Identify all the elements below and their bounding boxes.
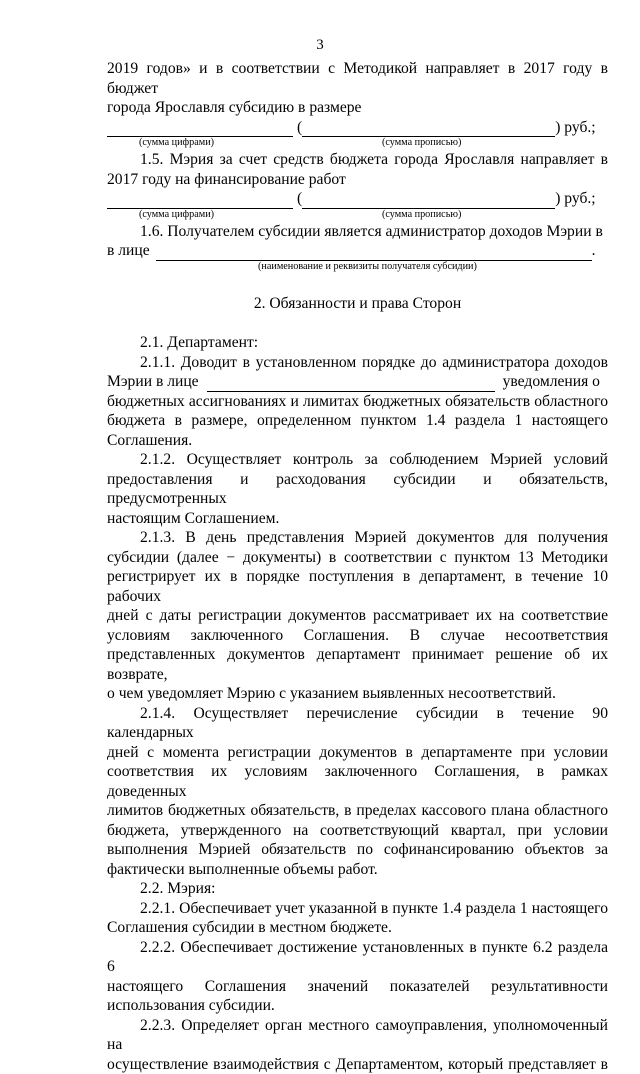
caption-line (107, 261, 608, 274)
text-line: бюджетных ассигнованиях и лимитах бюджетных обязательств областного (107, 392, 608, 412)
text-line: Соглашения. (107, 431, 608, 451)
text-line: 1.6. Получателем субсидии является администратор доходов Мэрии в (107, 222, 608, 242)
amount-words-blank (302, 194, 555, 209)
text-line: 1.5. Мэрия за счет средств бюджета города Ярославля направляет в (107, 150, 608, 170)
caption-words: (сумма прописью) (382, 136, 461, 149)
text-line: фактически выполненные объемы работ. (107, 860, 608, 880)
text-line: 2.2.1. Обеспечивает учет указанной в пункте 1.4 раздела 1 настоящего (107, 899, 608, 919)
caption-line (107, 137, 608, 150)
text-line: лимитов бюджетных обязательств, в пределах кассового плана областного (107, 801, 608, 821)
text-line: осуществление взаимодействия с Департаментом, который представляет в (107, 1055, 608, 1074)
representative-line: Мэрии в лице уведомления о (107, 372, 608, 392)
text-line: 2.1.1. Доводит в установленном порядке до администратора доходов (107, 353, 608, 373)
text-line: города Ярославля субсидию в размере (107, 98, 608, 118)
text-line: бюджета в размере, определенном пунктом 1.4 раздела 1 настоящего (107, 411, 608, 431)
text-line: 2.2.3. Определяет орган местного самоуправления, уполномоченный на (107, 1016, 608, 1055)
document-body (107, 59, 608, 1074)
caption-words: (сумма прописью) (382, 208, 461, 221)
text-line: бюджета, утвержденного на соответствующий квартал, при условии (107, 821, 608, 841)
text-line: предоставления и расходования субсидии и обязательств, предусмотренных (107, 470, 608, 509)
currency-label: ) руб.; (555, 189, 595, 209)
text-line: представленных документов департамент принимает решение об их возврате, (107, 645, 608, 684)
text-line: использования субсидии. (107, 996, 608, 1016)
caption-recipient: (наименование и реквизиты получателя субсидии) (258, 260, 477, 273)
caption-line (107, 209, 608, 222)
text-line: 2.2.2. Обеспечивает достижение установленных в пункте 6.2 раздела 6 (107, 938, 608, 977)
text-line: 2.1.2. Осуществляет контроль за соблюдением Мэрией условий (107, 450, 608, 470)
text-line: 2.1.3. В день представления Мэрией документов для получения (107, 528, 608, 548)
recipient-blank (156, 246, 592, 261)
amount-words-blank (302, 122, 555, 137)
text-line: Соглашения субсидии в местном бюджете. (107, 918, 608, 938)
text-line: 2.2. Мэрия: (107, 879, 608, 899)
text-line: дней с даты регистрации документов рассматривает их на соответствие (107, 606, 608, 626)
text-line: 2019 годов» и в соответствии с Методикой направляет в 2017 году в бюджет (107, 59, 608, 98)
page-number: 3 (0, 36, 640, 56)
caption-digits: (сумма цифрами) (139, 136, 214, 149)
amount-line: ( ) руб.; (107, 118, 608, 138)
text-line: выполнения Мэрией обязательств по софинансированию объектов за (107, 840, 608, 860)
text-line: соответствия их условиям заключенного Соглашения, в рамках доведенных (107, 762, 608, 801)
text-line: 2.1.4. Осуществляет перечисление субсидии в течение 90 календарных (107, 704, 608, 743)
text-line: регистрирует их в порядке поступления в департамент, в течение 10 рабочих (107, 567, 608, 606)
text-line: настоящим Соглашением. (107, 509, 608, 529)
text-line: условиям заключенного Соглашения. В случае несоответствия (107, 626, 608, 646)
amount-digits-blank (107, 194, 293, 209)
amount-line: ( ) руб.; (107, 189, 608, 209)
text-line: 2.1. Департамент: (107, 333, 608, 353)
text-line: настоящего Соглашения значений показателей результативности (107, 977, 608, 997)
section-heading: 2. Обязанности и права Сторон (107, 294, 608, 314)
currency-label: ) руб.; (555, 118, 595, 138)
text-line: о чем уведомляет Мэрию с указанием выявленных несоответствий. (107, 684, 608, 704)
representative-blank (207, 377, 495, 392)
caption-digits: (сумма цифрами) (139, 208, 214, 221)
recipient-line: в лице . (107, 241, 608, 261)
text-line: субсидии (далее − документы) в соответствии с пунктом 13 Методики (107, 548, 608, 568)
text-line: 2017 году на финансирование работ (107, 170, 608, 190)
text-line: дней с момента регистрации документов в департаменте при условии (107, 743, 608, 763)
amount-digits-blank (107, 122, 293, 137)
